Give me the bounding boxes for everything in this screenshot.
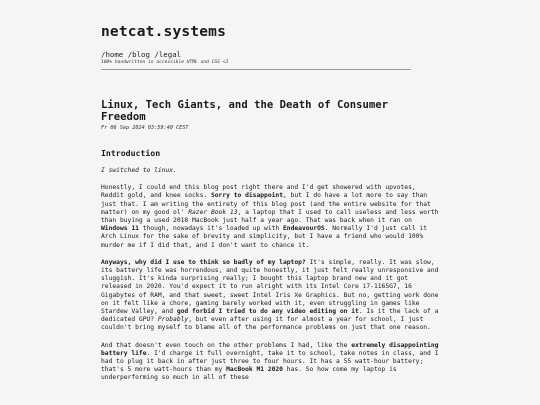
p2-text-d: . Is it the lack of a dedicated GPU? [101,308,439,324]
p3-text-a: And that doesn't even touch on the other problems I had, like the [101,341,352,349]
p1-bold-sorry: Sorry to disappoint [210,192,283,200]
p2-italic-probably: Probably [157,316,189,324]
p1-text-a: Honestly, I could end this blog post right there and I'd get showered with upvotes, Reddit gold, and knee socks. [101,184,416,200]
nav-link-home[interactable]: /home [101,50,124,59]
p1-bold-endeavour: EndeavourOS [282,225,325,233]
section-heading-introduction: Introduction [101,148,161,158]
breadcrumb-nav [101,50,181,59]
p2-bold-video: god forbid I tried to do any video editing on it [176,308,359,316]
p1-bold-windows: Windows 11 [101,225,139,233]
header-divider [101,69,411,70]
lead-paragraph: I switched to linux. [101,167,177,174]
p2-text-b: It's simple, really. It was slow, its battery life was horrendous, and quite honestly, it just felt really unresponsive and sluggish. It's kinda surprising really; I bought this laptop brand new and it got released in 2020. You'd expect it to run alright with its Intel Core i7-1165G7, 16 Gigabytes of RAM, and that sweet, sweet Intel Iris Xe Graphics. But no, getting work done on it felt like a chore, gaming barely worked with it, even struggling in games like Stardew Valley, and [101,258,439,316]
p1-text-g: though, nowadays it's loaded up with [138,225,283,233]
p1-text-i: . Normally I'd just call it Arch Linux for the sake of brevity and simplicity, but I have a friend who would 100% murder me if I did that, and I don't want to chance it. [101,225,428,249]
p3-text-e: has. So how come my laptop is underperforming so much in all of these [101,366,397,382]
paragraph-3 [101,342,439,383]
p3-bold-battery: extremely disappointing battery life [101,341,439,357]
p2-bold-question: Anyways, why did I use to think so badly of my laptop? [101,258,306,266]
post-title: Linux, Tech Giants, and the Death of Consumer Freedom [101,99,389,123]
p1-italic-razer: Razer Book 13 [188,208,238,216]
paragraph-1 [101,184,439,250]
p3-bold-macbook: MacBook M1 2020 [226,366,283,374]
paragraph-2 [101,259,439,333]
nav-link-blog[interactable]: /blog [127,50,150,59]
p1-text-e: , a laptop that I used to call useless and less worth than buying a used 2018 MacBook just half a year ago. That was back when it ran on [101,208,439,225]
p1-text-c: , but I do have a lot more to say than just that. I am writing the entirety of this blog post (and the entire website for that matter) on my good ol' [101,192,431,216]
nav-link-legal[interactable]: /legal [154,50,182,59]
post-body [101,167,439,392]
post-date: Fr 06 Sep 2024 03:59:40 CEST [101,125,189,131]
site-title[interactable]: netcat.systems [101,24,227,40]
p3-text-c: . I'd charge it full overnight, take it to school, take notes in class, and I had to plug it back in after just three to four hours. It has a 55 watt-hour battery; that's 5 more watt-hours than my [101,349,439,374]
p2-text-f: , but even after using it for almost a year for school, I just couldn't bring myself to blame all of the performance problems on just that one reason. [101,316,431,332]
site-tagline: 100% handwritten in accessible HTML and CSS <3 [101,60,229,65]
